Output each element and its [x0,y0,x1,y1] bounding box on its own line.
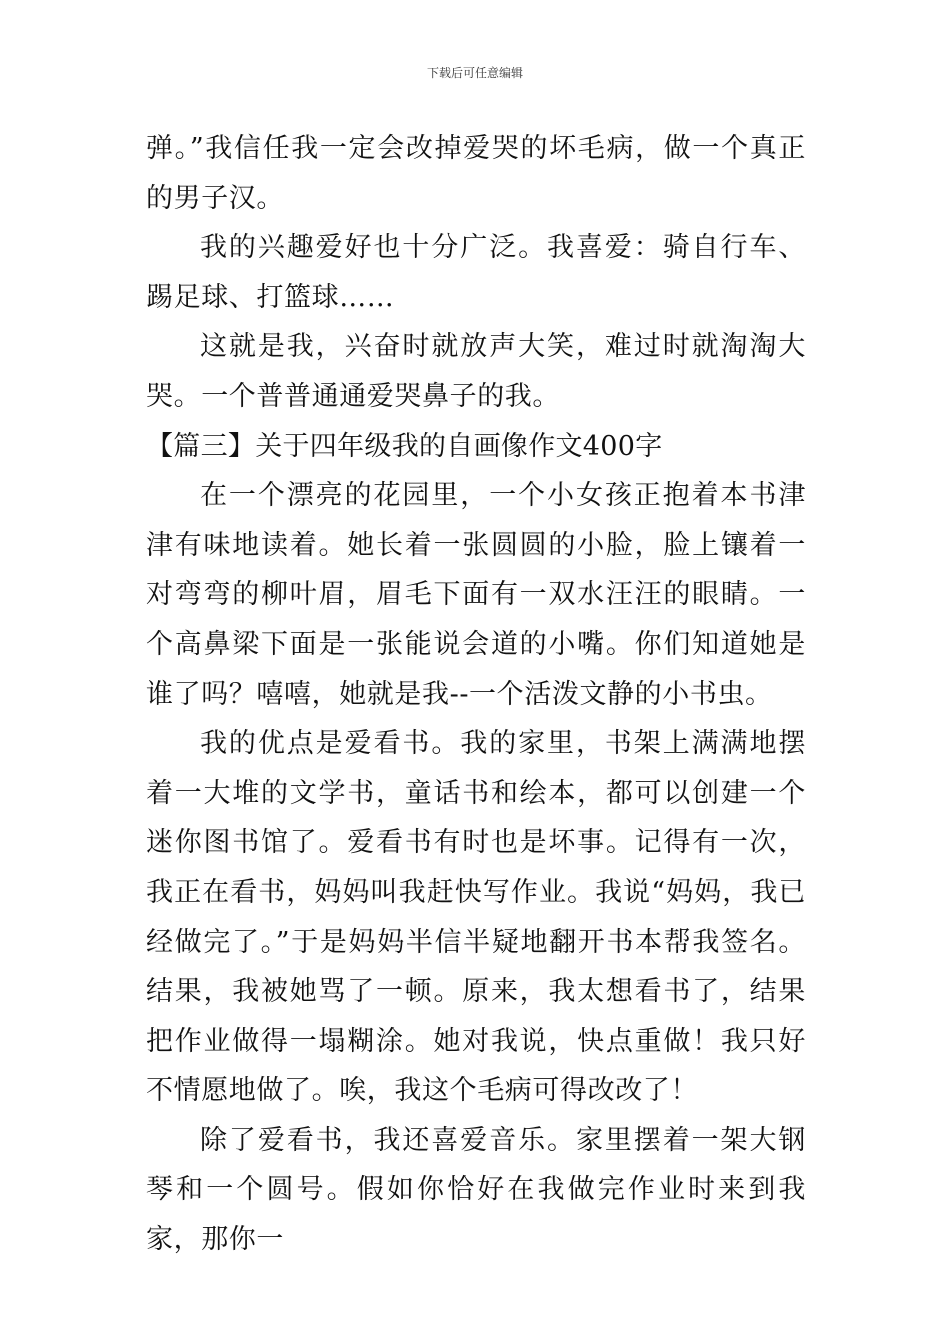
paragraph-reading: 我的优点是爱看书。我的家里，书架上满满地摆着一大堆的文学书，童话书和绘本，都可以创建一个迷你图书馆了。爱看书有时也是坏事。记得有一次，我正在看书，妈妈叫我赶快写作业。我说“妈妈，我已经做完了。”于是妈妈半信半疑地翻开书本帮我签名。结果，我被她骂了一顿。原来，我太想看书了，结果把作业做得一塌糊涂。她对我说，快点重做！我只好不情愿地做了。唉，我这个毛病可得改改了！ [146,728,806,1107]
section-title: 【篇三】关于四年级我的自画像作文400字 [146,430,663,462]
paragraph-continuation: 弹。”我信任我一定会改掉爱哭的坏毛病，做一个真正的男子汉。 [146,133,806,214]
paragraph-hobbies: 我的兴趣爱好也十分广泛。我喜爱：骑自行车、踢足球、打篮球…… [146,232,806,313]
document-body [146,124,806,1265]
paragraph-appearance: 在一个漂亮的花园里，一个小女孩正抱着本书津津有味地读着。她长着一张圆圆的小脸，脸上镶着一对弯弯的柳叶眉，眉毛下面有一双水汪汪的眼睛。一个高鼻梁下面是一张能说会道的小嘴。你们知道她是谁了吗？嘻嘻，她就是我--一个活泼文静的小书虫。 [146,480,806,710]
paragraph-music: 除了爱看书，我还喜爱音乐。家里摆着一架大钢琴和一个圆号。假如你恰好在我做完作业时来到我家，那你一 [146,1124,806,1256]
paragraph-conclusion: 这就是我，兴奋时就放声大笑，难过时就淘淘大哭。一个普普通通爱哭鼻子的我。 [146,331,806,412]
page-header: 下载后可任意编辑 [426,66,523,80]
